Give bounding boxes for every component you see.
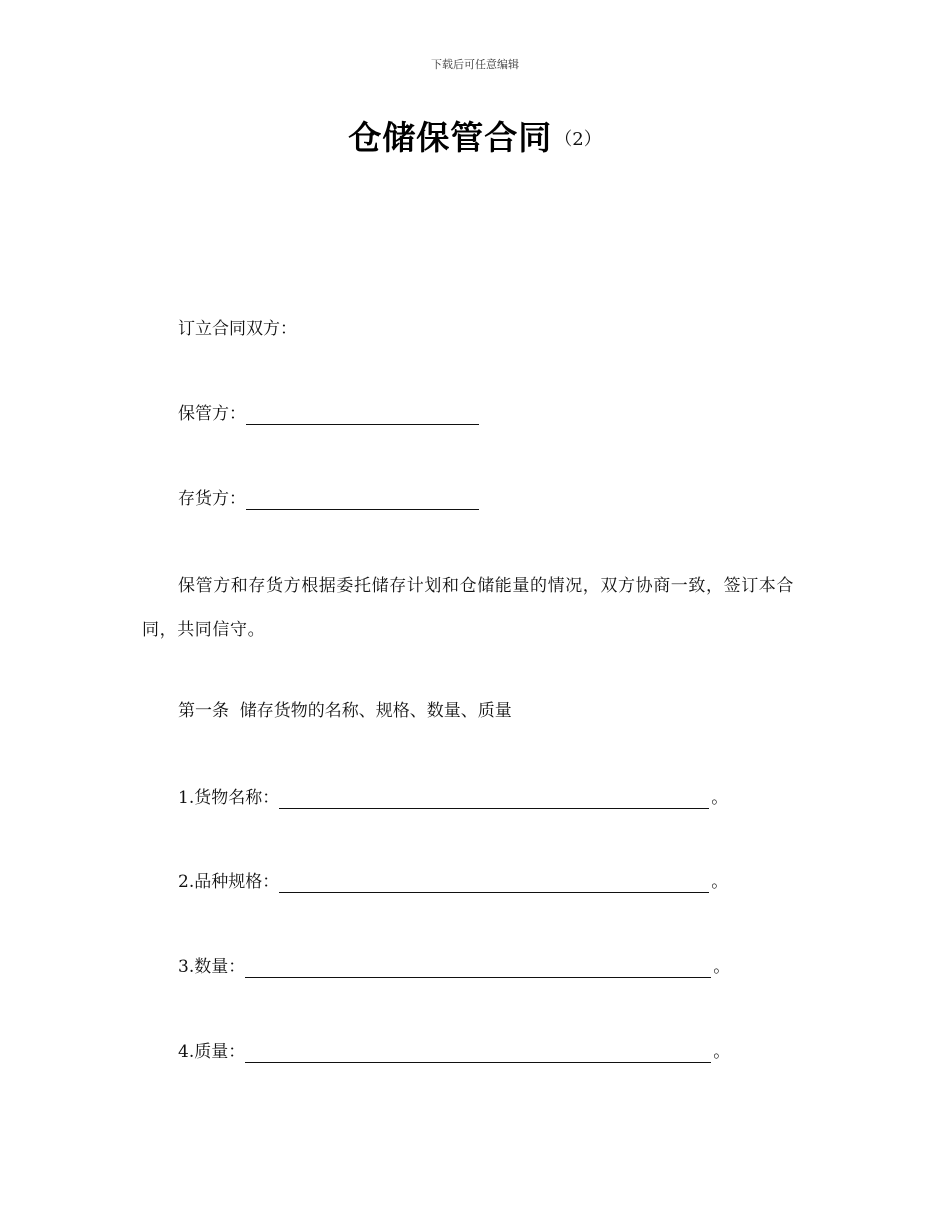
title-main: 仓储保管合同 <box>348 118 553 157</box>
custodian-line <box>178 403 479 425</box>
parties-intro-text: 订立合同双方： <box>178 319 297 339</box>
preamble-paragraph: 保管方和存货方根据委托储存计划和仓储能量的情况，双方协商一致，签订本合同，共同信守。 <box>142 576 794 640</box>
item-end-mark: 。 <box>711 788 729 808</box>
item-spec <box>178 871 728 893</box>
article-1-heading-text: 第一条 储存货物的名称、规格、数量、质量 <box>178 701 512 721</box>
article-1-heading <box>178 700 512 722</box>
quality-blank[interactable] <box>245 1044 711 1063</box>
item-end-mark: 。 <box>713 1042 731 1062</box>
item-quality <box>178 1041 730 1063</box>
goods-name-blank[interactable] <box>279 790 709 809</box>
spec-blank[interactable] <box>279 874 709 893</box>
title-sub: （2） <box>554 129 602 150</box>
depositor-label: 存货方： <box>178 489 246 509</box>
depositor-line <box>178 488 479 510</box>
quantity-blank[interactable] <box>245 959 711 978</box>
parties-intro <box>178 318 297 340</box>
header-note: 下载后可任意编辑 <box>431 58 519 71</box>
item-end-mark: 。 <box>713 957 731 977</box>
item-goods-name <box>178 787 728 809</box>
item-quantity <box>178 956 730 978</box>
item-end-mark: 。 <box>711 872 729 892</box>
item-label: 3.数量： <box>178 957 246 977</box>
depositor-blank[interactable] <box>246 491 479 510</box>
item-label: 4.质量： <box>178 1042 246 1062</box>
custodian-label: 保管方： <box>178 404 246 424</box>
item-label: 1.货物名称： <box>178 788 280 808</box>
document-title <box>0 112 950 159</box>
item-label: 2.品种规格： <box>178 872 280 892</box>
custodian-blank[interactable] <box>246 406 479 425</box>
